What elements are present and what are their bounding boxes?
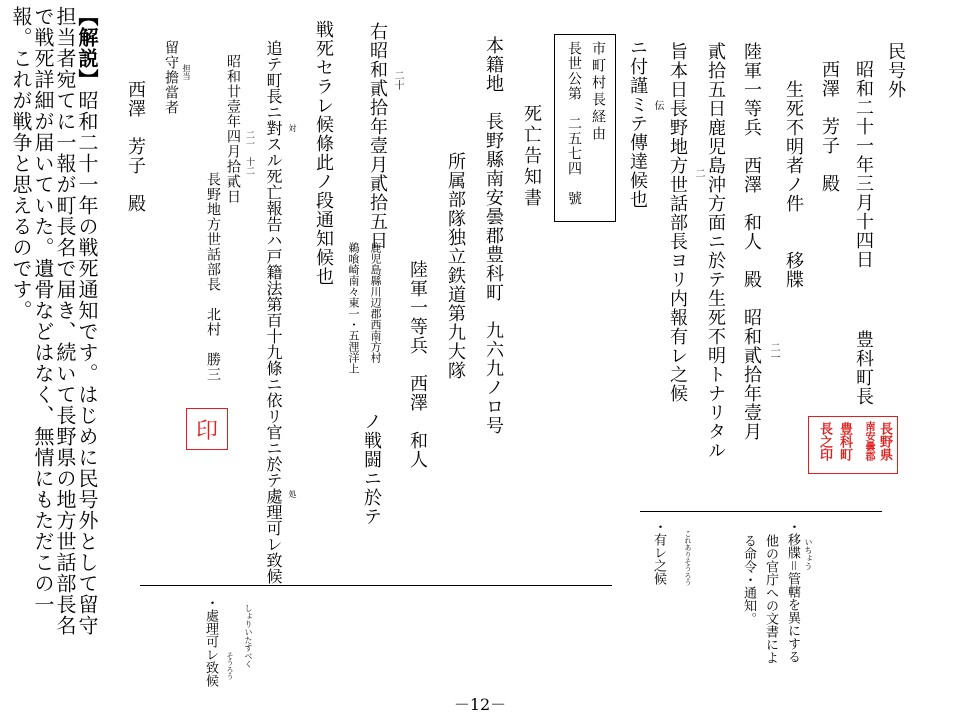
body-line-4: ニ付謹ミテ傳達候也	[627, 38, 648, 209]
recipient-title: 留守擔當者	[163, 40, 179, 115]
death-notice-title: 死亡告知書	[521, 104, 542, 209]
body-line-4-ruby: 伝	[652, 100, 663, 110]
official-name: 長野地方世話部長 北村 勝三	[205, 172, 221, 382]
reference-box	[554, 34, 616, 222]
notice-date: 昭和二十一年三月十四日	[853, 60, 874, 269]
issue-date-ruby: 二一 十二	[244, 130, 254, 175]
recipient-ruby: 担当	[182, 64, 191, 80]
explanation-text	[10, 6, 98, 646]
body-line-1-ruby: 二一	[768, 342, 779, 362]
recipient-name: 西澤 芳子 殿	[125, 80, 146, 213]
note-3: ・處理可レ致候	[203, 596, 218, 687]
death-line-end: ノ戦闘ニ於テ	[361, 412, 382, 526]
seal-text-1: 長野県	[877, 422, 892, 461]
note-2: ・有レ之候	[651, 520, 666, 585]
seal-text-4: 長之印	[817, 422, 832, 461]
seal-text-2: 南安曇郡	[863, 421, 874, 461]
divider-notes-left	[140, 585, 612, 586]
death-line-ruby: 二十	[392, 70, 403, 90]
addressee: 西澤 芳子 殿	[819, 60, 840, 193]
town-seal	[808, 416, 898, 474]
reference-col-1: 市町村長経由	[590, 41, 606, 143]
seal-text-3: 豊科町	[837, 422, 852, 461]
report-ruby-1: 対	[288, 124, 297, 132]
body-line-2: 貳拾五日鹿児島沖方面ニ於テ生死不明トナリタル	[705, 42, 726, 460]
note-3-ruby: しょりいたすべく	[244, 604, 253, 668]
body-line-1: 陸軍一等兵 西澤 和人 殿 昭和貳拾年壹月	[741, 42, 762, 441]
death-line-2: 戦死セラレ候條此ノ段通知候也	[313, 20, 334, 286]
explanation-body: 昭和二十一年の戦死通知です。はじめに民号外として留守担当者宛てに一報が町長名で届き、続いて長野県の地方世話部長名で戦死詳細が届いていた。遺骨などはなく、無情にもただこの一報。これが戦争と思えるのです。	[9, 6, 99, 636]
issuer-title: 豊科町長	[853, 330, 874, 406]
death-line: 右昭和貳拾年壹月貳拾五日	[367, 22, 388, 250]
report-line: 追テ町長ニ對スル死亡報告ハ戸籍法第百十九條ニ依リ官ニ於テ處理可レ致候	[264, 40, 283, 584]
note-1-line-2: 他の官庁への文書によ	[763, 534, 778, 664]
reference-col-2: 長世公第 二五七四 號	[566, 41, 582, 206]
note-1-ruby: いちょう	[804, 538, 813, 570]
report-ruby-2: 処	[288, 490, 297, 498]
subject: 生死不明者ノ件 移牒	[783, 80, 804, 289]
domicile-line: 本籍地 長野縣南安曇郡豊科町 九六九ノロ号	[483, 36, 504, 435]
explanation-label: 【解説】	[75, 6, 99, 90]
issue-date: 昭和廿壹年四月拾貳日	[225, 54, 241, 204]
body-line-2-ruby: 二	[693, 168, 704, 178]
death-place-1: 鹿児島縣川辺郡西南方村	[369, 242, 382, 363]
page-number: －12－	[453, 695, 507, 714]
body-line-3: 旨本日長野地方世話部長ヨリ内報有レ之候	[667, 42, 688, 403]
note-2-ruby: これありそうろう	[684, 530, 692, 586]
note-1-line-1: ・移牒＝管轄を異にする	[785, 520, 800, 664]
official-seal: 印	[186, 408, 228, 450]
note-3-ruby-2: そうろう	[226, 652, 234, 680]
death-place-2: 鵜喰崎南々東一・五浬洋上	[347, 242, 360, 374]
divider-notes-right	[640, 511, 882, 512]
note-1-line-3: る命令・通知。	[741, 534, 756, 625]
rank-name-line: 陸軍一等兵 西澤 和人	[407, 260, 428, 469]
notice-number: 民号外	[885, 42, 906, 99]
unit-line: 所属部隊独立鉄道第九大隊	[445, 152, 466, 380]
